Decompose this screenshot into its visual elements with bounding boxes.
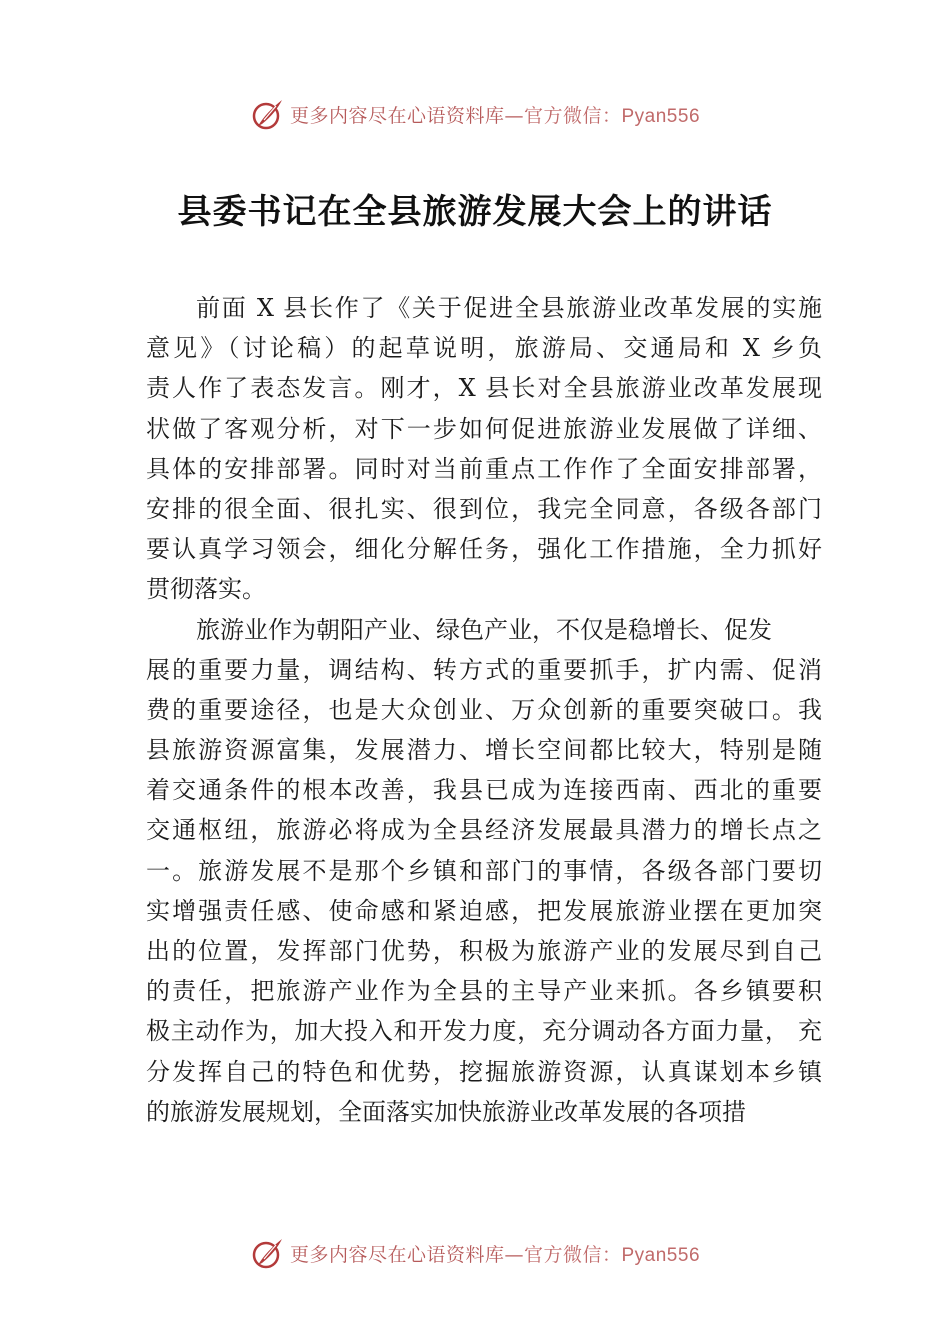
text-line: 状做了客观分析，对下一步如何促进旅游业发展做了详细、 [146,414,822,443]
paragraph-1 [146,288,822,610]
watermark-banner-top [0,94,950,134]
text-line: 展的重要力量，调结构、转方式的重要抓手，扩内需、促消 [146,655,822,684]
text-line: 责人作了表态发言。刚才，X 县长对全县旅游业改革发展现 [146,374,822,403]
quill-logo-icon [250,96,286,132]
text-line: 交通枢纽，旅游必将成为全县经济发展最具潜力的增长点之 [146,816,822,845]
text-line: 安排的很全面、很扎实、很到位，我完全同意，各级各部门 [146,494,822,523]
watermark-wechat-label: 官方微信： [523,104,622,127]
paragraph-2 [146,610,822,1132]
watermark-banner-bottom [0,1233,950,1273]
text-line: 具体的安排部署。同时对当前重点工作作了全面安排部署， [146,454,822,483]
watermark-wechat-id: Pyan556 [621,105,701,127]
text-line: 分发挥自己的特色和优势，挖掘旅游资源，认真谋划本乡镇 [146,1057,822,1086]
text-line: 极主动作为，加大投入和开发力度，充分调动各方面力量， 充 [146,1017,822,1046]
watermark-dash: — [504,104,524,127]
text-line: 费的重要途径，也是大众创业、万众创新的重要突破口。我 [146,695,822,724]
watermark-text [290,101,700,128]
text-line: 实增强责任感、使命感和紧迫感，把发展旅游业摆在更加突 [146,896,822,925]
quill-logo-icon [250,1235,286,1271]
watermark-text [290,1240,700,1267]
document-body [146,288,822,1132]
text-line: 出的位置，发挥部门优势，积极为旅游产业的发展尽到自己 [146,937,822,965]
document-title: 县委书记在全县旅游发展大会上的讲话 [177,192,773,232]
text-line: 一。旅游发展不是那个乡镇和部门的事情，各级各部门要切 [146,856,822,885]
text-line: 的责任，把旅游产业作为全县的主导产业来抓。各乡镇要积 [146,977,822,1006]
text-line: 旅游业作为朝阳产业、绿色产业，不仅是稳增长、促发 [196,615,772,644]
watermark-wechat-label: 官方微信： [523,1243,622,1266]
watermark-lead: 更多内容尽在心语资料库 [289,1243,505,1266]
text-line: 着交通条件的根本改善，我县已成为连接西南、西北的重要 [146,776,822,805]
text-line: 要认真学习领会，细化分解任务，强化工作措施，全力抓好 [146,535,822,564]
text-line: 县旅游资源富集，发展潜力、增长空间都比较大，特别是随 [146,736,822,765]
text-line: 贯彻落实。 [146,575,266,604]
text-line: 意见》（讨论稿）的起草说明，旅游局、交通局和 X 乡负 [146,334,822,363]
watermark-wechat-id: Pyan556 [621,1244,701,1266]
text-line: 前面 X 县长作了《关于促进全县旅游业改革发展的实施 [196,294,822,322]
watermark-dash: — [504,1243,524,1266]
text-line: 的旅游发展规划，全面落实加快旅游业改革发展的各项措 [146,1097,746,1126]
watermark-lead: 更多内容尽在心语资料库 [289,104,505,127]
